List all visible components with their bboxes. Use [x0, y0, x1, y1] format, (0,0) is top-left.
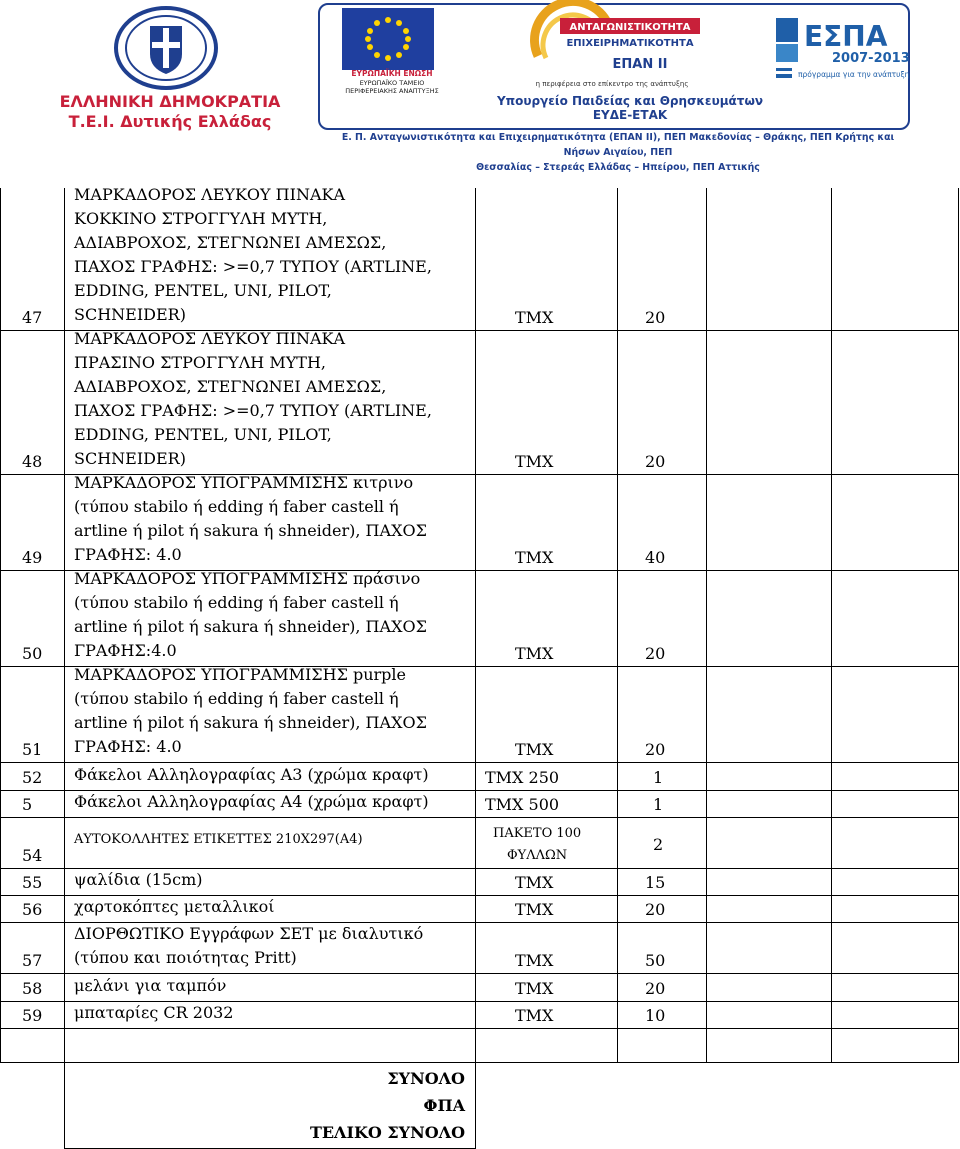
row-number-cell	[0, 331, 65, 475]
description-cell	[64, 1002, 476, 1029]
item-description: μελάνι για ταμπόν	[74, 976, 227, 995]
unit-cell	[475, 1029, 618, 1063]
page-header	[0, 0, 960, 188]
row-number: 52	[22, 768, 43, 787]
total-cell	[831, 1002, 959, 1029]
row-number-cell	[0, 923, 65, 974]
item-quantity: 1	[653, 768, 664, 787]
table-row	[0, 571, 960, 667]
total-cell	[831, 1063, 959, 1149]
unit-cell	[475, 818, 618, 869]
unit-cell	[475, 869, 618, 896]
row-number: 47	[22, 308, 43, 327]
item-quantity: 1	[653, 795, 664, 814]
program-line2: Θεσσαλίας – Στερεάς Ελλάδας – Ηπείρου, ΠΕΠ Αττικής	[476, 162, 760, 173]
program-line1: Ε. Π. Ανταγωνιστικότητα και Επιχειρηματικότητα (ΕΠΑΝ ΙΙ), ΠΕΠ Μακεδονίας – Θράκης, ΠΕΠ Κρήτης και Νήσων Αιγαίου, ΠΕΠ	[341, 132, 895, 158]
table-row	[0, 331, 960, 475]
item-description: ΔΙΟΡΘΩΤΙΚΟ Εγγράφων ΣΕΤ με διαλυτικό (τύπου και ποιότητας Pritt)	[74, 924, 424, 967]
quantity-cell	[617, 923, 707, 974]
item-description: ΜΑΡΚΑΔΟΡΟΣ ΥΠΟΓΡΑΜΜΙΣΗΣ purple (τύπου stabilo ή edding ή faber castell ή artline ή pilot ή sakura ή shneider), ΠΑΧΟΣ ΓΡΑΦΗΣ: 4.0	[74, 665, 427, 756]
table-row	[0, 869, 960, 896]
item-unit: ΤΜΧ	[515, 1006, 554, 1025]
quantity-cell	[617, 791, 707, 818]
description-cell	[64, 869, 476, 896]
description-cell	[64, 896, 476, 923]
row-number: 54	[22, 846, 43, 865]
quantity-cell	[617, 896, 707, 923]
item-quantity: 40	[645, 548, 666, 567]
total-cell	[831, 475, 959, 571]
eu-fund-label: ΕΥΡΩΠΑΪΚΟ ΤΑΜΕΙΟ	[359, 78, 425, 87]
item-unit: ΤΜΧ	[515, 900, 554, 919]
description-cell	[64, 974, 476, 1002]
item-quantity: 50	[645, 951, 666, 970]
item-quantity: 20	[645, 452, 666, 471]
total-cell	[831, 869, 959, 896]
unit-cell	[475, 475, 618, 571]
unit-cell	[475, 331, 618, 475]
item-quantity: 20	[645, 740, 666, 759]
ant-subtitle: η περιφέρεια στο επίκεντρο της ανάπτυξης	[535, 80, 689, 88]
total-cell	[831, 331, 959, 475]
republic-title: ΕΛΛΗΝΙΚΗ ΔΗΜΟΚΡΑΤΙΑ	[59, 92, 281, 111]
item-description: ΜΑΡΚΑΔΟΡΟΣ ΥΠΟΓΡΑΜΜΙΣΗΣ κιτρινο (τύπου stabilo ή edding ή faber castell ή artline ή pilot ή sakura ή shneider), ΠΑΧΟΣ ΓΡΑΦΗΣ: 4.0	[74, 473, 427, 564]
row-number-cell	[0, 896, 65, 923]
unit-cell	[475, 974, 618, 1002]
table-row	[0, 185, 960, 331]
espa-logo	[772, 10, 910, 86]
description-cell	[64, 667, 476, 763]
unit-price-cell	[706, 974, 832, 1002]
ant-epan: ΕΠΑΝ ΙΙ	[612, 57, 668, 72]
total-cell	[831, 667, 959, 763]
row-number: 56	[22, 900, 43, 919]
row-number: 48	[22, 452, 43, 471]
item-quantity: 20	[645, 979, 666, 998]
table-row	[0, 667, 960, 763]
item-description: ΜΑΡΚΑΔΟΡΟΣ ΛΕΥΚΟΥ ΠΙΝΑΚΑ ΚΟΚΚΙΝΟ ΣΤΡΟΓΓΥΛΗ ΜΥΤΗ, ΑΔΙΑΒΡΟΧΟΣ, ΣΤΕΓΝΩΝΕΙ ΑΜΕΣΩΣ, ΠΑΧΟΣ ΓΡΑΦΗΣ: >=0,7 ΤΥΠΟΥ (ARTLINE, EDDING, PENTEL, UNI, PILOT, SCHNEIDER)	[74, 185, 432, 324]
unit-price-cell	[706, 896, 832, 923]
table-row	[0, 763, 960, 791]
ant-line1: ΑΝΤΑΓΩΝΙΣΤΙΚΟΤΗΤΑ	[569, 22, 691, 33]
unit-price-cell	[706, 667, 832, 763]
antagonistikotita-logo	[520, 4, 704, 82]
item-unit: ΤΜΧ	[515, 873, 554, 892]
table-row	[0, 923, 960, 974]
program-text	[332, 130, 904, 175]
table-row	[0, 818, 960, 869]
espa-sub: πρόγραμμα για την ανάπτυξη	[798, 70, 910, 79]
total-cell	[831, 791, 959, 818]
quantity-cell	[617, 667, 707, 763]
ministry-name: Υπουργείο Παιδείας και Θρησκευμάτων	[496, 94, 764, 108]
greek-crest-icon	[110, 4, 222, 92]
ant-line2: ΕΠΙΧΕΙΡΗΜΑΤΙΚΟΤΗΤΑ	[566, 38, 694, 49]
description-cell	[64, 331, 476, 475]
row-number-cell	[0, 667, 65, 763]
unit-cell	[475, 791, 618, 818]
item-unit: ΤΜΧ 250	[485, 768, 560, 787]
description-cell	[64, 791, 476, 818]
total-cell	[831, 974, 959, 1002]
row-number-cell	[0, 869, 65, 896]
description-cell	[64, 763, 476, 791]
quantity-cell	[617, 1029, 707, 1063]
unit-cell	[475, 571, 618, 667]
unit-cell	[475, 188, 618, 331]
description-cell	[64, 818, 476, 869]
eu-union-label: ΕΥΡΩΠΑΪΚΗ ΕΝΩΣΗ	[351, 69, 433, 78]
description-cell	[64, 1063, 476, 1149]
item-unit: ΤΜΧ	[515, 452, 554, 471]
total-label: ΣΥΝΟΛΟ	[387, 1069, 465, 1088]
item-quantity: 10	[645, 1006, 666, 1025]
row-number-cell	[0, 818, 65, 869]
empty-row	[0, 1029, 960, 1063]
item-description: Φάκελοι Αλληλογραφίας Α3 (χρώμα κραφτ)	[74, 765, 429, 784]
item-description: ΜΑΡΚΑΔΟΡΟΣ ΥΠΟΓΡΑΜΜΙΣΗΣ πράσινο (τύπου stabilo ή edding ή faber castell ή artline ή pilot ή sakura ή shneider), ΠΑΧΟΣ ΓΡΑΦΗΣ:4.0	[74, 569, 427, 660]
item-description: ΑΥΤΟΚΟΛΛΗΤΕΣ ΕΤΙΚΕΤΤΕΣ 210Χ297(Α4)	[74, 832, 363, 847]
row-number: 50	[22, 644, 43, 663]
unit-price-cell	[706, 1063, 832, 1149]
item-quantity: 20	[645, 308, 666, 327]
unit-price-cell	[706, 869, 832, 896]
row-number-cell	[0, 791, 65, 818]
quantity-cell	[617, 571, 707, 667]
header-title-block	[40, 92, 300, 132]
row-number-cell	[0, 763, 65, 791]
description-cell	[64, 923, 476, 974]
unit-cell	[475, 1002, 618, 1029]
description-cell	[64, 1029, 476, 1063]
item-description: ΜΑΡΚΑΔΟΡΟΣ ΛΕΥΚΟΥ ΠΙΝΑΚΑ ΠΡΑΣΙΝΟ ΣΤΡΟΓΓΥΛΗ ΜΥΤΗ, ΑΔΙΑΒΡΟΧΟΣ, ΣΤΕΓΝΩΝΕΙ ΑΜΕΣΩΣ, ΠΑΧΟΣ ΓΡΑΦΗΣ: >=0,7 ΤΥΠΟΥ (ARTLINE, EDDING, PENTEL, UNI, PILOT, SCHNEIDER)	[74, 329, 432, 468]
item-description: χαρτοκόπτες μεταλλικοί	[74, 897, 275, 916]
unit-price-cell	[706, 1029, 832, 1063]
table-row	[0, 791, 960, 818]
description-cell	[64, 185, 476, 331]
row-number: 55	[22, 873, 43, 892]
unit-price-cell	[706, 1002, 832, 1029]
row-number: 58	[22, 979, 43, 998]
row-number-cell	[0, 1029, 65, 1063]
row-number-cell	[0, 475, 65, 571]
total-cell	[831, 818, 959, 869]
unit-price-cell	[706, 763, 832, 791]
ministry-unit: ΕΥΔΕ-ΕΤΑΚ	[592, 108, 668, 122]
total-cell	[831, 896, 959, 923]
item-unit: ΤΜΧ	[515, 740, 554, 759]
vat-label: ΦΠΑ	[423, 1096, 465, 1115]
description-cell	[64, 571, 476, 667]
quantity-cell	[617, 818, 707, 869]
item-description: μπαταρίες CR 2032	[74, 1003, 234, 1022]
total-cell	[831, 763, 959, 791]
item-quantity: 20	[645, 900, 666, 919]
row-number: 49	[22, 548, 43, 567]
unit-price-cell	[706, 791, 832, 818]
quantity-cell	[617, 331, 707, 475]
table-row	[0, 475, 960, 571]
item-unit: ΤΜΧ	[515, 644, 554, 663]
table-row	[0, 974, 960, 1002]
item-unit: ΤΜΧ	[515, 979, 554, 998]
total-cell	[831, 571, 959, 667]
item-unit: ΤΜΧ	[515, 951, 554, 970]
eu-caption	[330, 70, 454, 96]
table-row	[0, 1002, 960, 1029]
row-number-cell	[0, 1063, 65, 1149]
quantity-cell	[617, 188, 707, 331]
espa-word: ΕΣΠΑ	[804, 20, 888, 53]
unit-price-cell	[706, 923, 832, 974]
row-number: 57	[22, 951, 43, 970]
summary-row	[0, 1063, 960, 1149]
description-cell	[64, 475, 476, 571]
quantity-cell	[617, 869, 707, 896]
unit-price-cell	[706, 818, 832, 869]
unit-cell	[475, 1063, 618, 1149]
unit-price-cell	[706, 475, 832, 571]
espa-years: 2007-2013	[832, 51, 910, 66]
item-description: ψαλίδια (15cm)	[74, 870, 203, 889]
ministry-block	[480, 94, 780, 122]
table-row	[0, 896, 960, 923]
item-unit: ΤΜΧ	[515, 548, 554, 567]
unit-cell	[475, 896, 618, 923]
unit-cell	[475, 923, 618, 974]
item-quantity: 2	[653, 835, 664, 854]
unit-price-cell	[706, 331, 832, 475]
eu-flag-icon	[342, 8, 434, 70]
quantity-cell	[617, 763, 707, 791]
quantity-cell	[617, 475, 707, 571]
row-number-cell	[0, 974, 65, 1002]
quantity-cell	[617, 1063, 707, 1149]
item-quantity: 15	[645, 873, 666, 892]
row-number-cell	[0, 571, 65, 667]
item-unit: ΤΜΧ	[515, 308, 554, 327]
item-unit: ΤΜΧ 500	[485, 795, 560, 814]
total-cell	[831, 188, 959, 331]
row-number: 5	[22, 795, 33, 814]
quantity-cell	[617, 1002, 707, 1029]
grand-total-label: ΤΕΛΙΚΟ ΣΥΝΟΛΟ	[309, 1123, 465, 1142]
item-unit: ΠΑΚΕΤΟ 100 ΦΥΛΛΩΝ	[493, 826, 582, 863]
item-quantity: 20	[645, 644, 666, 663]
item-description: Φάκελοι Αλληλογραφίας Α4 (χρώμα κραφτ)	[74, 792, 429, 811]
eu-fund2-label: ΠΕΡΙΦΕΡΕΙΑΚΗΣ ΑΝΑΠΤΥΞΗΣ	[345, 87, 439, 95]
unit-cell	[475, 667, 618, 763]
institute-title: Τ.Ε.Ι. Δυτικής Ελλάδας	[68, 112, 272, 131]
total-cell	[831, 1029, 959, 1063]
quantity-cell	[617, 974, 707, 1002]
unit-cell	[475, 763, 618, 791]
row-number-cell	[0, 1002, 65, 1029]
total-cell	[831, 923, 959, 974]
unit-price-cell	[706, 188, 832, 331]
row-number: 51	[22, 740, 43, 759]
row-number: 59	[22, 1006, 43, 1025]
unit-price-cell	[706, 571, 832, 667]
row-number-cell	[0, 188, 65, 331]
